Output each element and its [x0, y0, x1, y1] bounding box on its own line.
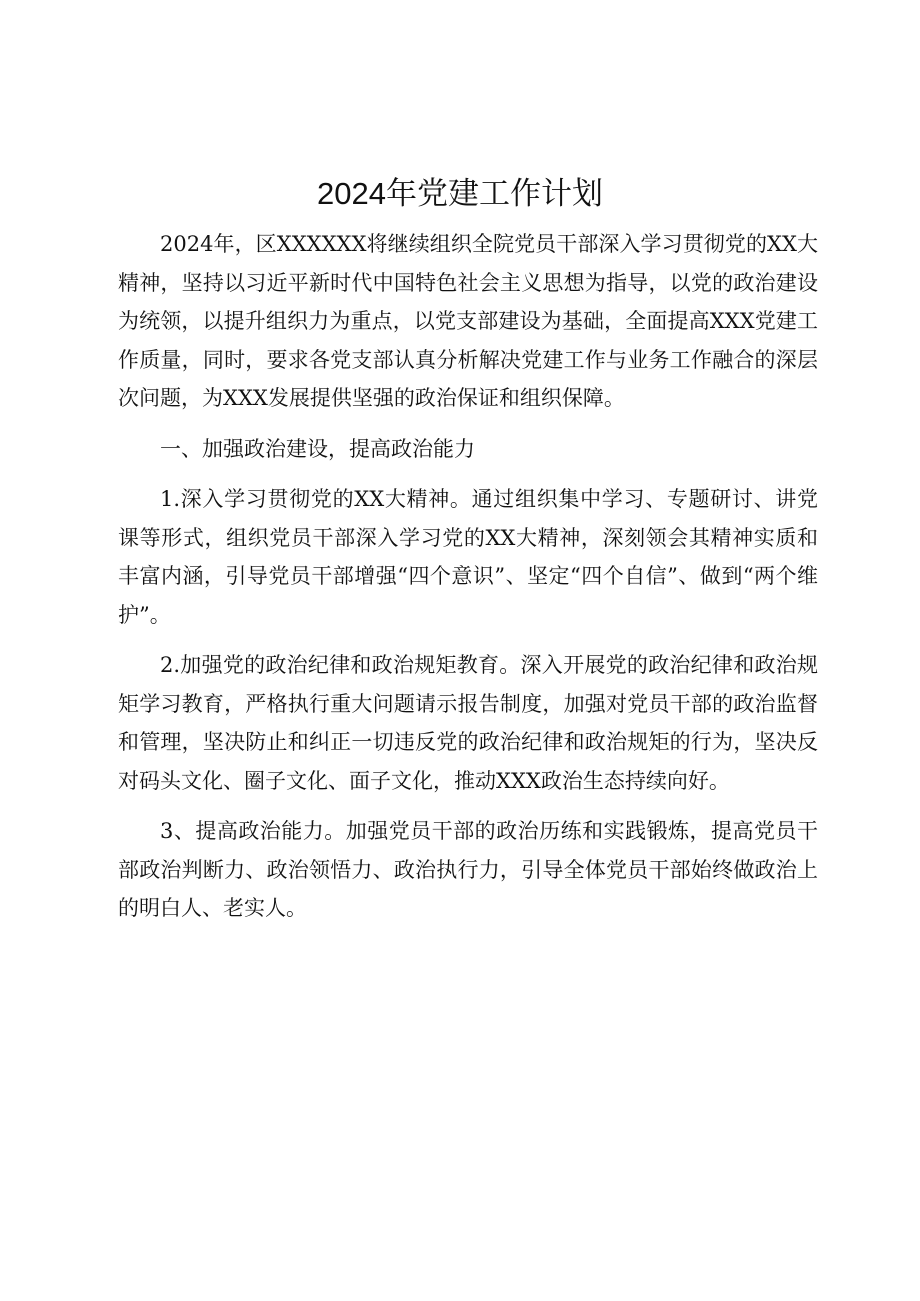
document-body [118, 225, 818, 940]
item-paragraph-3: 3、提高政治能力。加强党员干部的政治历练和实践锻炼，提高党员干部政治判断力、政治领悟力、政治执行力，引导全体党员干部始终做政治上的明白人、老实人。 [118, 819, 818, 920]
section-heading: 一、加强政治建设，提高政治能力 [160, 436, 475, 461]
item-paragraph-2: 2.加强党的政治纪律和政治规矩教育。深入开展党的政治纪律和政治规矩学习教育，严格执行重大问题请示报告制度，加强对党员干部的政治监督和管理，坚决防止和纠正一切违反党的政治纪律和政治规矩的行为，坚决反对码头文化、圈子文化、面子文化，推动XXX政治生态持续向好。 [118, 653, 818, 793]
document-title: 2024年党建工作计划 [317, 176, 603, 211]
intro-paragraph: 2024年，区XXXXXX将继续组织全院党员干部深入学习贯彻党的XX大精神，坚持以习近平新时代中国特色社会主义思想为指导，以党的政治建设为统领，以提升组织力为重点，以党支部建设为基础，全面提高XXX党建工作质量，同时，要求各党支部认真分析解决党建工作与业务工作融合的深层次问题，为XXX发展提供坚强的政治保证和组织保障。 [118, 232, 818, 410]
item-paragraph-1: 1.深入学习贯彻党的XX大精神。通过组织集中学习、专题研讨、讲党课等形式，组织党员干部深入学习党的XX大精神，深刻领会其精神实质和丰富内涵，引导党员干部增强“四个意识”、坚定“四个自信”、做到“两个维护”。 [118, 487, 818, 627]
